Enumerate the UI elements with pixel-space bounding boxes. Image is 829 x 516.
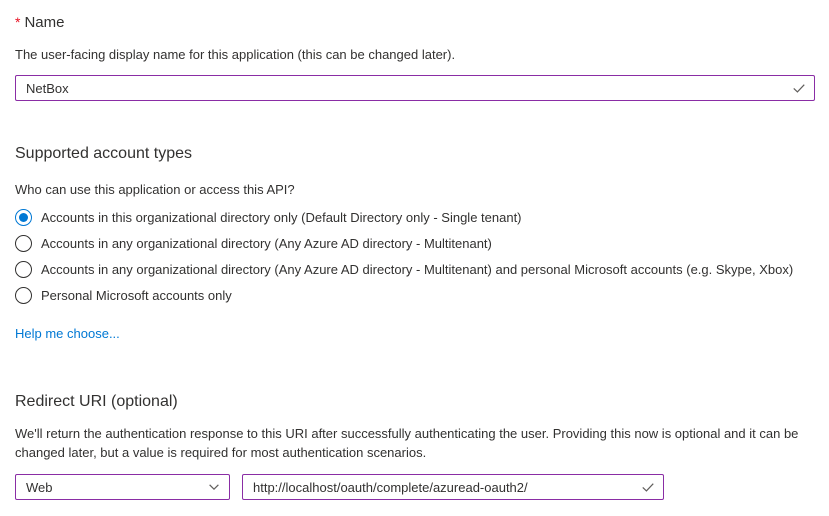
account-type-option-personal-only[interactable] bbox=[15, 282, 815, 308]
account-types-question: Who can use this application or access this API? bbox=[15, 182, 295, 197]
redirect-uri-field bbox=[242, 474, 664, 500]
valid-checkmark-icon bbox=[641, 480, 655, 494]
help-me-choose-link[interactable]: Help me choose... bbox=[15, 326, 120, 341]
name-label bbox=[15, 12, 815, 33]
account-type-option-label: Accounts in this organizational directory only (Default Directory only - Single tenant) bbox=[41, 209, 522, 225]
account-type-option-label: Personal Microsoft accounts only bbox=[41, 287, 232, 303]
account-types-section bbox=[15, 143, 815, 343]
radio-icon[interactable] bbox=[15, 287, 32, 304]
required-asterisk: * bbox=[15, 14, 21, 30]
redirect-uri-description: We'll return the authentication response to this URI after successfully authenticating the user. Providing this now is optional and it can be changed later, but a value is required for most authentication scenarios. bbox=[15, 426, 799, 460]
radio-icon[interactable] bbox=[15, 209, 32, 226]
account-types-title: Supported account types bbox=[15, 145, 193, 162]
account-type-option-label: Accounts in any organizational directory (Any Azure AD directory - Multitenant) bbox=[41, 235, 492, 251]
redirect-uri-input[interactable] bbox=[243, 480, 641, 495]
name-field bbox=[15, 75, 815, 101]
redirect-uri-section bbox=[15, 391, 815, 500]
name-description: The user-facing display name for this application (this can be changed later). bbox=[15, 47, 456, 62]
name-label-text: Name bbox=[24, 14, 65, 31]
radio-dot bbox=[19, 213, 28, 222]
account-type-option-multitenant-personal[interactable] bbox=[15, 256, 815, 282]
name-section bbox=[15, 12, 815, 101]
account-type-radio-group bbox=[15, 204, 815, 308]
platform-select-value: Web bbox=[26, 479, 53, 495]
redirect-uri-title: Redirect URI (optional) bbox=[15, 393, 178, 410]
chevron-down-icon bbox=[207, 480, 221, 494]
redirect-uri-fields bbox=[15, 474, 815, 500]
radio-icon[interactable] bbox=[15, 261, 32, 278]
account-type-option-multitenant[interactable] bbox=[15, 230, 815, 256]
name-input[interactable] bbox=[16, 81, 792, 96]
platform-select[interactable] bbox=[15, 474, 230, 500]
radio-icon[interactable] bbox=[15, 235, 32, 252]
account-type-option-label: Accounts in any organizational directory (Any Azure AD directory - Multitenant) and personal Microsoft accounts (e.g. Skype, Xbox) bbox=[41, 261, 794, 277]
valid-checkmark-icon bbox=[792, 81, 806, 95]
account-type-option-single-tenant[interactable] bbox=[15, 204, 815, 230]
